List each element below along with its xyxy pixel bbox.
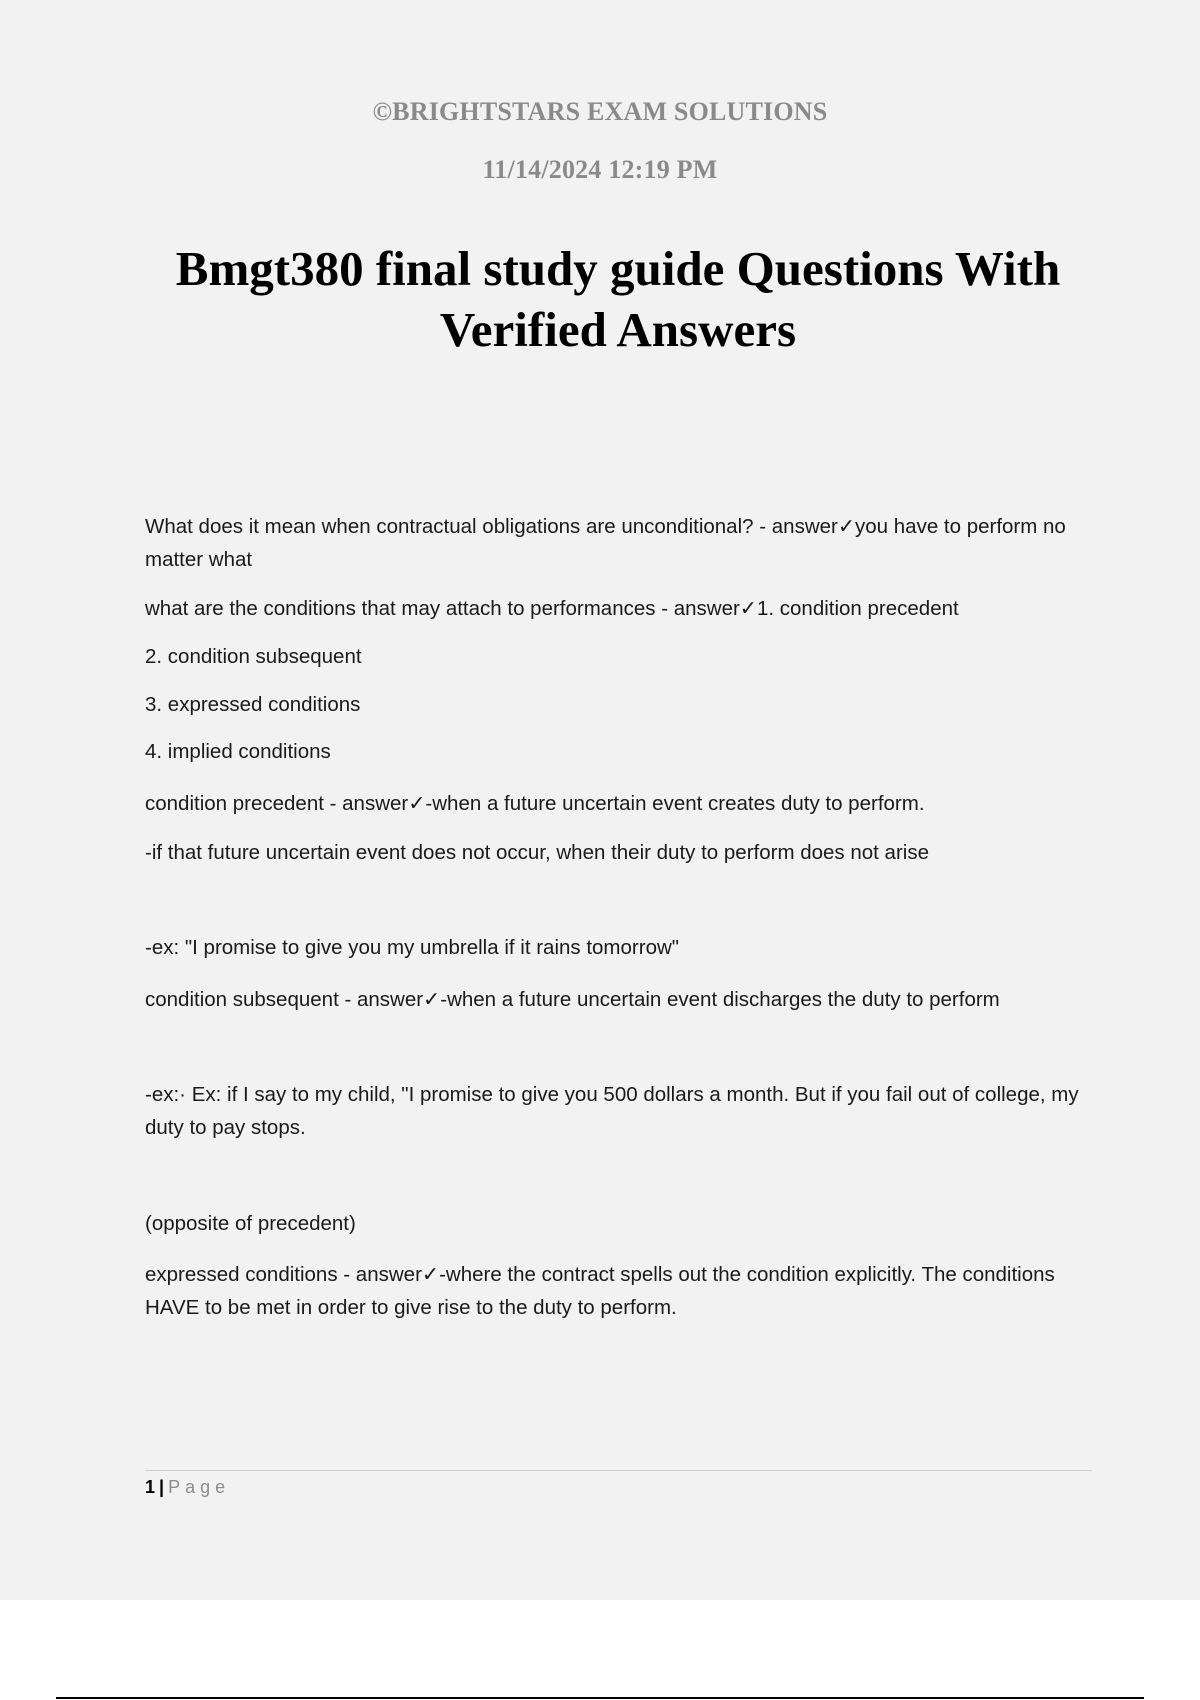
list-item-expressed-conditions: 3. expressed conditions (145, 693, 361, 716)
paragraph-subsequent-example: -ex:· Ex: if I say to my child, "I promise to give you 500 dollars a month. But if you fail out of college, my duty to pay stops. (145, 1083, 1079, 1139)
page-footer (145, 1474, 230, 1500)
paragraph-precedent-not-occur: -if that future uncertain event does not occur, when their duty to perform does not arise (145, 841, 929, 864)
paragraph-condition-subsequent: condition subsequent - answer✓-when a future uncertain event discharges the duty to perform (145, 988, 1000, 1011)
paragraph-conditions-list-intro: what are the conditions that may attach to performances - answer✓1. condition precedent (145, 597, 959, 620)
list-item-condition-subsequent: 2. condition subsequent (145, 645, 362, 668)
copyright-header: ©BRIGHTSTARS EXAM SOLUTIONS (372, 97, 828, 126)
paragraph-unconditional-obligations: What does it mean when contractual obligations are unconditional? - answer✓you have to perform no matter what (145, 515, 1066, 571)
paragraph-precedent-example: -ex: "I promise to give you my umbrella if it rains tomorrow" (145, 936, 680, 959)
next-page-top-rule (56, 1697, 1144, 1699)
paragraph-opposite-note: (opposite of precedent) (145, 1212, 356, 1235)
timestamp-header: 11/14/2024 12:19 PM (482, 155, 718, 184)
paragraph-expressed-conditions: expressed conditions - answer✓-where the contract spells out the condition explicitly. The conditions HAVE to be met in order to give rise to the duty to perform. (145, 1263, 1055, 1319)
footer-divider (145, 1470, 1092, 1471)
document-title: Bmgt380 final study guide Questions With Verified Answers (175, 241, 1061, 357)
paragraph-condition-precedent: condition precedent - answer✓-when a future uncertain event creates duty to perform. (145, 792, 925, 815)
page-label: Page (168, 1477, 231, 1497)
page-number: 1 (145, 1477, 156, 1497)
list-item-implied-conditions: 4. implied conditions (145, 740, 331, 763)
page-separator: | (159, 1477, 165, 1497)
